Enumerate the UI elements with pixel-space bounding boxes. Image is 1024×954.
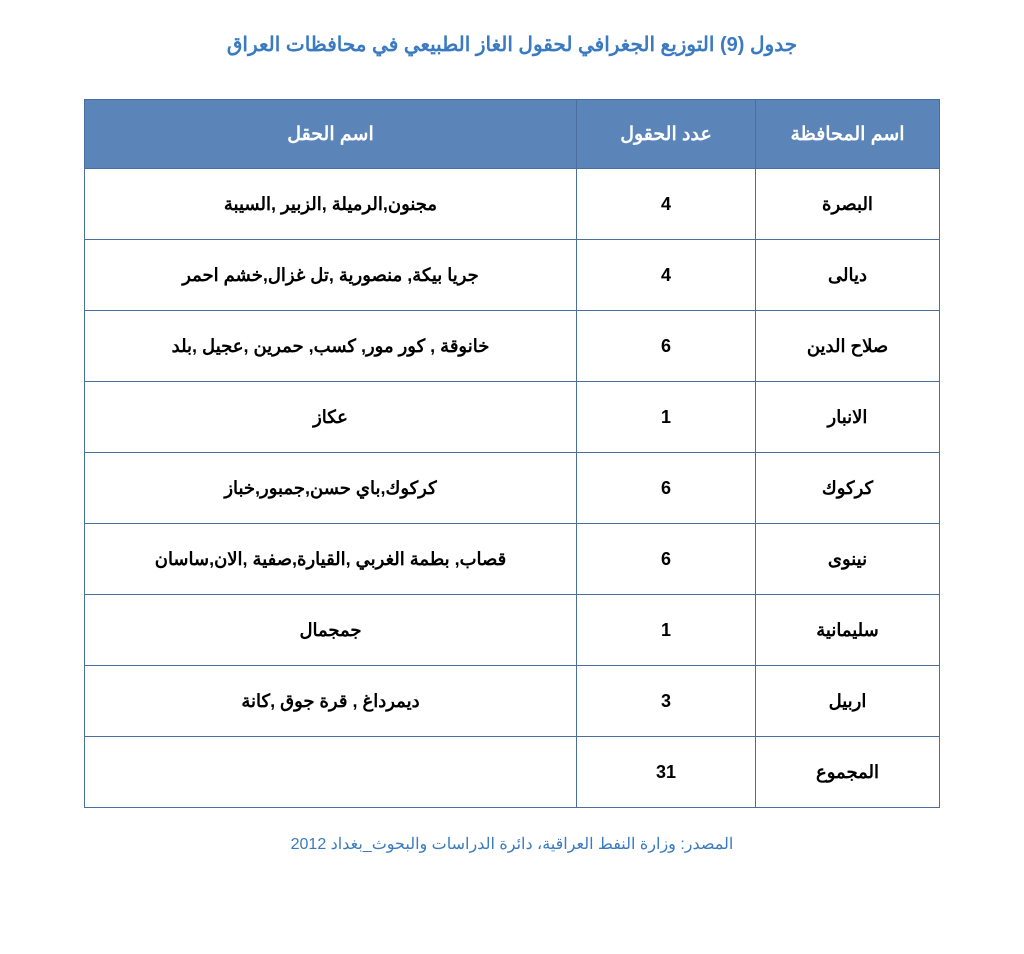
table-header-row	[85, 100, 940, 169]
table-row-total	[85, 737, 940, 808]
table-row	[85, 666, 940, 737]
cell-field-name: جريا بيكة, منصورية ,تل غزال,خشم احمر	[85, 240, 577, 311]
column-header-fields-count: عدد الحقول	[577, 100, 756, 169]
document-page	[0, 32, 1024, 954]
column-header-field-name: اسم الحقل	[85, 100, 577, 169]
cell-fields-count: 31	[577, 737, 756, 808]
gas-fields-table	[84, 99, 940, 808]
cell-field-name: عكاز	[85, 382, 577, 453]
cell-governorate: صلاح الدين	[756, 311, 940, 382]
table-container	[84, 99, 940, 808]
cell-field-name: كركوك,باي حسن,جمبور,خباز	[85, 453, 577, 524]
cell-fields-count: 6	[577, 311, 756, 382]
table-body	[85, 169, 940, 808]
cell-fields-count: 6	[577, 524, 756, 595]
table-row	[85, 240, 940, 311]
cell-field-name: جمجمال	[85, 595, 577, 666]
column-header-governorate: اسم المحافظة	[756, 100, 940, 169]
source-note: المصدر: وزارة النفط العراقية، دائرة الدراسات والبحوث_بغداد 2012	[290, 836, 734, 853]
cell-fields-count: 1	[577, 382, 756, 453]
cell-fields-count: 3	[577, 666, 756, 737]
table-row	[85, 311, 940, 382]
table-header	[85, 100, 940, 169]
cell-field-name	[85, 737, 577, 808]
cell-field-name: ديمرداغ , قرة جوق ,كانة	[85, 666, 577, 737]
table-row	[85, 382, 940, 453]
cell-fields-count: 4	[577, 169, 756, 240]
cell-field-name: خانوقة , كور مور, كسب, حمرين ,عجيل ,بلد	[85, 311, 577, 382]
cell-governorate: البصرة	[756, 169, 940, 240]
cell-fields-count: 1	[577, 595, 756, 666]
cell-governorate: الانبار	[756, 382, 940, 453]
cell-field-name: قصاب, بطمة الغربي ,القيارة,صفية ,الان,ساسان	[85, 524, 577, 595]
cell-governorate: المجموع	[756, 737, 940, 808]
cell-governorate: سليمانية	[756, 595, 940, 666]
table-row	[85, 524, 940, 595]
table-row	[85, 453, 940, 524]
cell-governorate: كركوك	[756, 453, 940, 524]
cell-governorate: اربيل	[756, 666, 940, 737]
table-row	[85, 595, 940, 666]
table-row	[85, 169, 940, 240]
cell-fields-count: 6	[577, 453, 756, 524]
cell-governorate: ديالى	[756, 240, 940, 311]
cell-governorate: نينوى	[756, 524, 940, 595]
cell-field-name: مجنون,الرميلة ,الزبير ,السيبة	[85, 169, 577, 240]
page-title: جدول (9) التوزيع الجغرافي لحقول الغاز الطبيعي في محافظات العراق	[226, 34, 798, 56]
cell-fields-count: 4	[577, 240, 756, 311]
